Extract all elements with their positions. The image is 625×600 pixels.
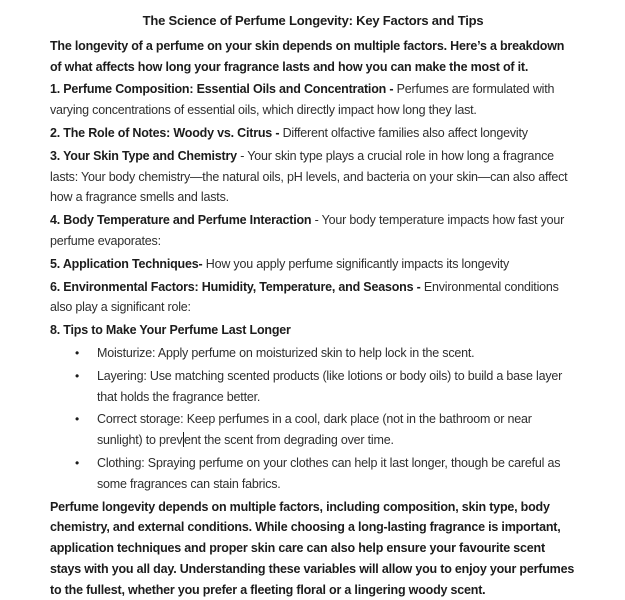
section-paragraph-2 (50, 123, 576, 144)
conclusion-paragraph: Perfume longevity depends on multiple factors, including composition, skin type, body chemistry, and external conditions. While choosing a long-lasting fragrance is important, application techniques and proper skin care can also help ensure your favourite scent stays with you all day. Understanding these variables will allow you to enjoy your perfumes to the fullest, whether you prefer a fleeting floral or a lingering woody scent. (50, 499, 575, 597)
tip-clothing-text: Clothing: Spraying perfume on your clothes can help it last longer, though be careful as some fragrances can stain fabrics. (97, 455, 561, 491)
section-paragraph-1 (50, 79, 576, 121)
bullet-icon: • (75, 345, 80, 360)
tip-storage-text-before-cursor: Correct storage: Keep perfumes in a cool, dark place (not in the bathroom or near sunlight) to prev (97, 412, 532, 448)
section-paragraph-5 (50, 254, 576, 275)
section-5-body: How you apply perfume significantly impacts its longevity (202, 256, 510, 271)
tips-list (50, 343, 576, 495)
document-title: The Science of Perfume Longevity: Key Factors and Tips (142, 13, 484, 28)
section-2-heading: 2. The Role of Notes: Woody vs. Citrus - (50, 125, 280, 140)
section-paragraph-4 (50, 210, 576, 252)
bullet-icon: • (75, 455, 80, 470)
section-paragraph-3 (50, 146, 576, 208)
section-1-body: Perfumes are formulated with varying concentrations of essential oils, which directly impact how long they last. (50, 82, 555, 118)
section-6-heading: 6. Environmental Factors: Humidity, Temperature, and Seasons - (50, 279, 421, 294)
intro-paragraph: The longevity of a perfume on your skin depends on multiple factors. Here’s a breakdown of what affects how long your fragrance lasts and how you can make the most of it. (50, 38, 565, 74)
tip-layering-text: Layering: Use matching scented products (like lotions or body oils) to build a base layer that holds the fragrance better. (97, 368, 563, 404)
tip-clothing (62, 453, 576, 495)
tips-heading: 8. Tips to Make Your Perfume Last Longer (50, 323, 291, 338)
section-4-body: - Your body temperature impacts how fast your perfume evaporates: (50, 213, 565, 248)
tip-layering (62, 366, 576, 408)
bullet-icon: • (75, 368, 80, 383)
section-3-body: - Your skin type plays a crucial role in how long a fragrance lasts: Your body chemistry—the natural oils, pH levels, and bacteria on your skin—can also affect how a fragrance smells and lasts. (50, 148, 568, 205)
tip-storage-text (97, 409, 576, 451)
section-4-heading: 4. Body Temperature and Perfume Interaction (50, 213, 312, 228)
section-2-body: Different olfactive families also affect longevity (279, 125, 528, 140)
section-1-heading: 1. Perfume Composition: Essential Oils and Concentration - (50, 82, 394, 97)
section-5-heading: 5. Application Techniques- (50, 256, 203, 271)
section-paragraph-6 (50, 277, 576, 319)
tip-storage-text-after-cursor: ent the scent from degrading over time. (184, 433, 394, 448)
section-3-heading: 3. Your Skin Type and Chemistry (50, 148, 237, 163)
tip-moisturize (62, 343, 576, 364)
tip-moisturize-text: Moisturize: Apply perfume on moisturized skin to help lock in the scent. (97, 345, 475, 360)
section-6-body: Environmental conditions also play a significant role: (50, 279, 559, 315)
tip-storage (62, 409, 576, 451)
bullet-icon: • (75, 412, 80, 427)
